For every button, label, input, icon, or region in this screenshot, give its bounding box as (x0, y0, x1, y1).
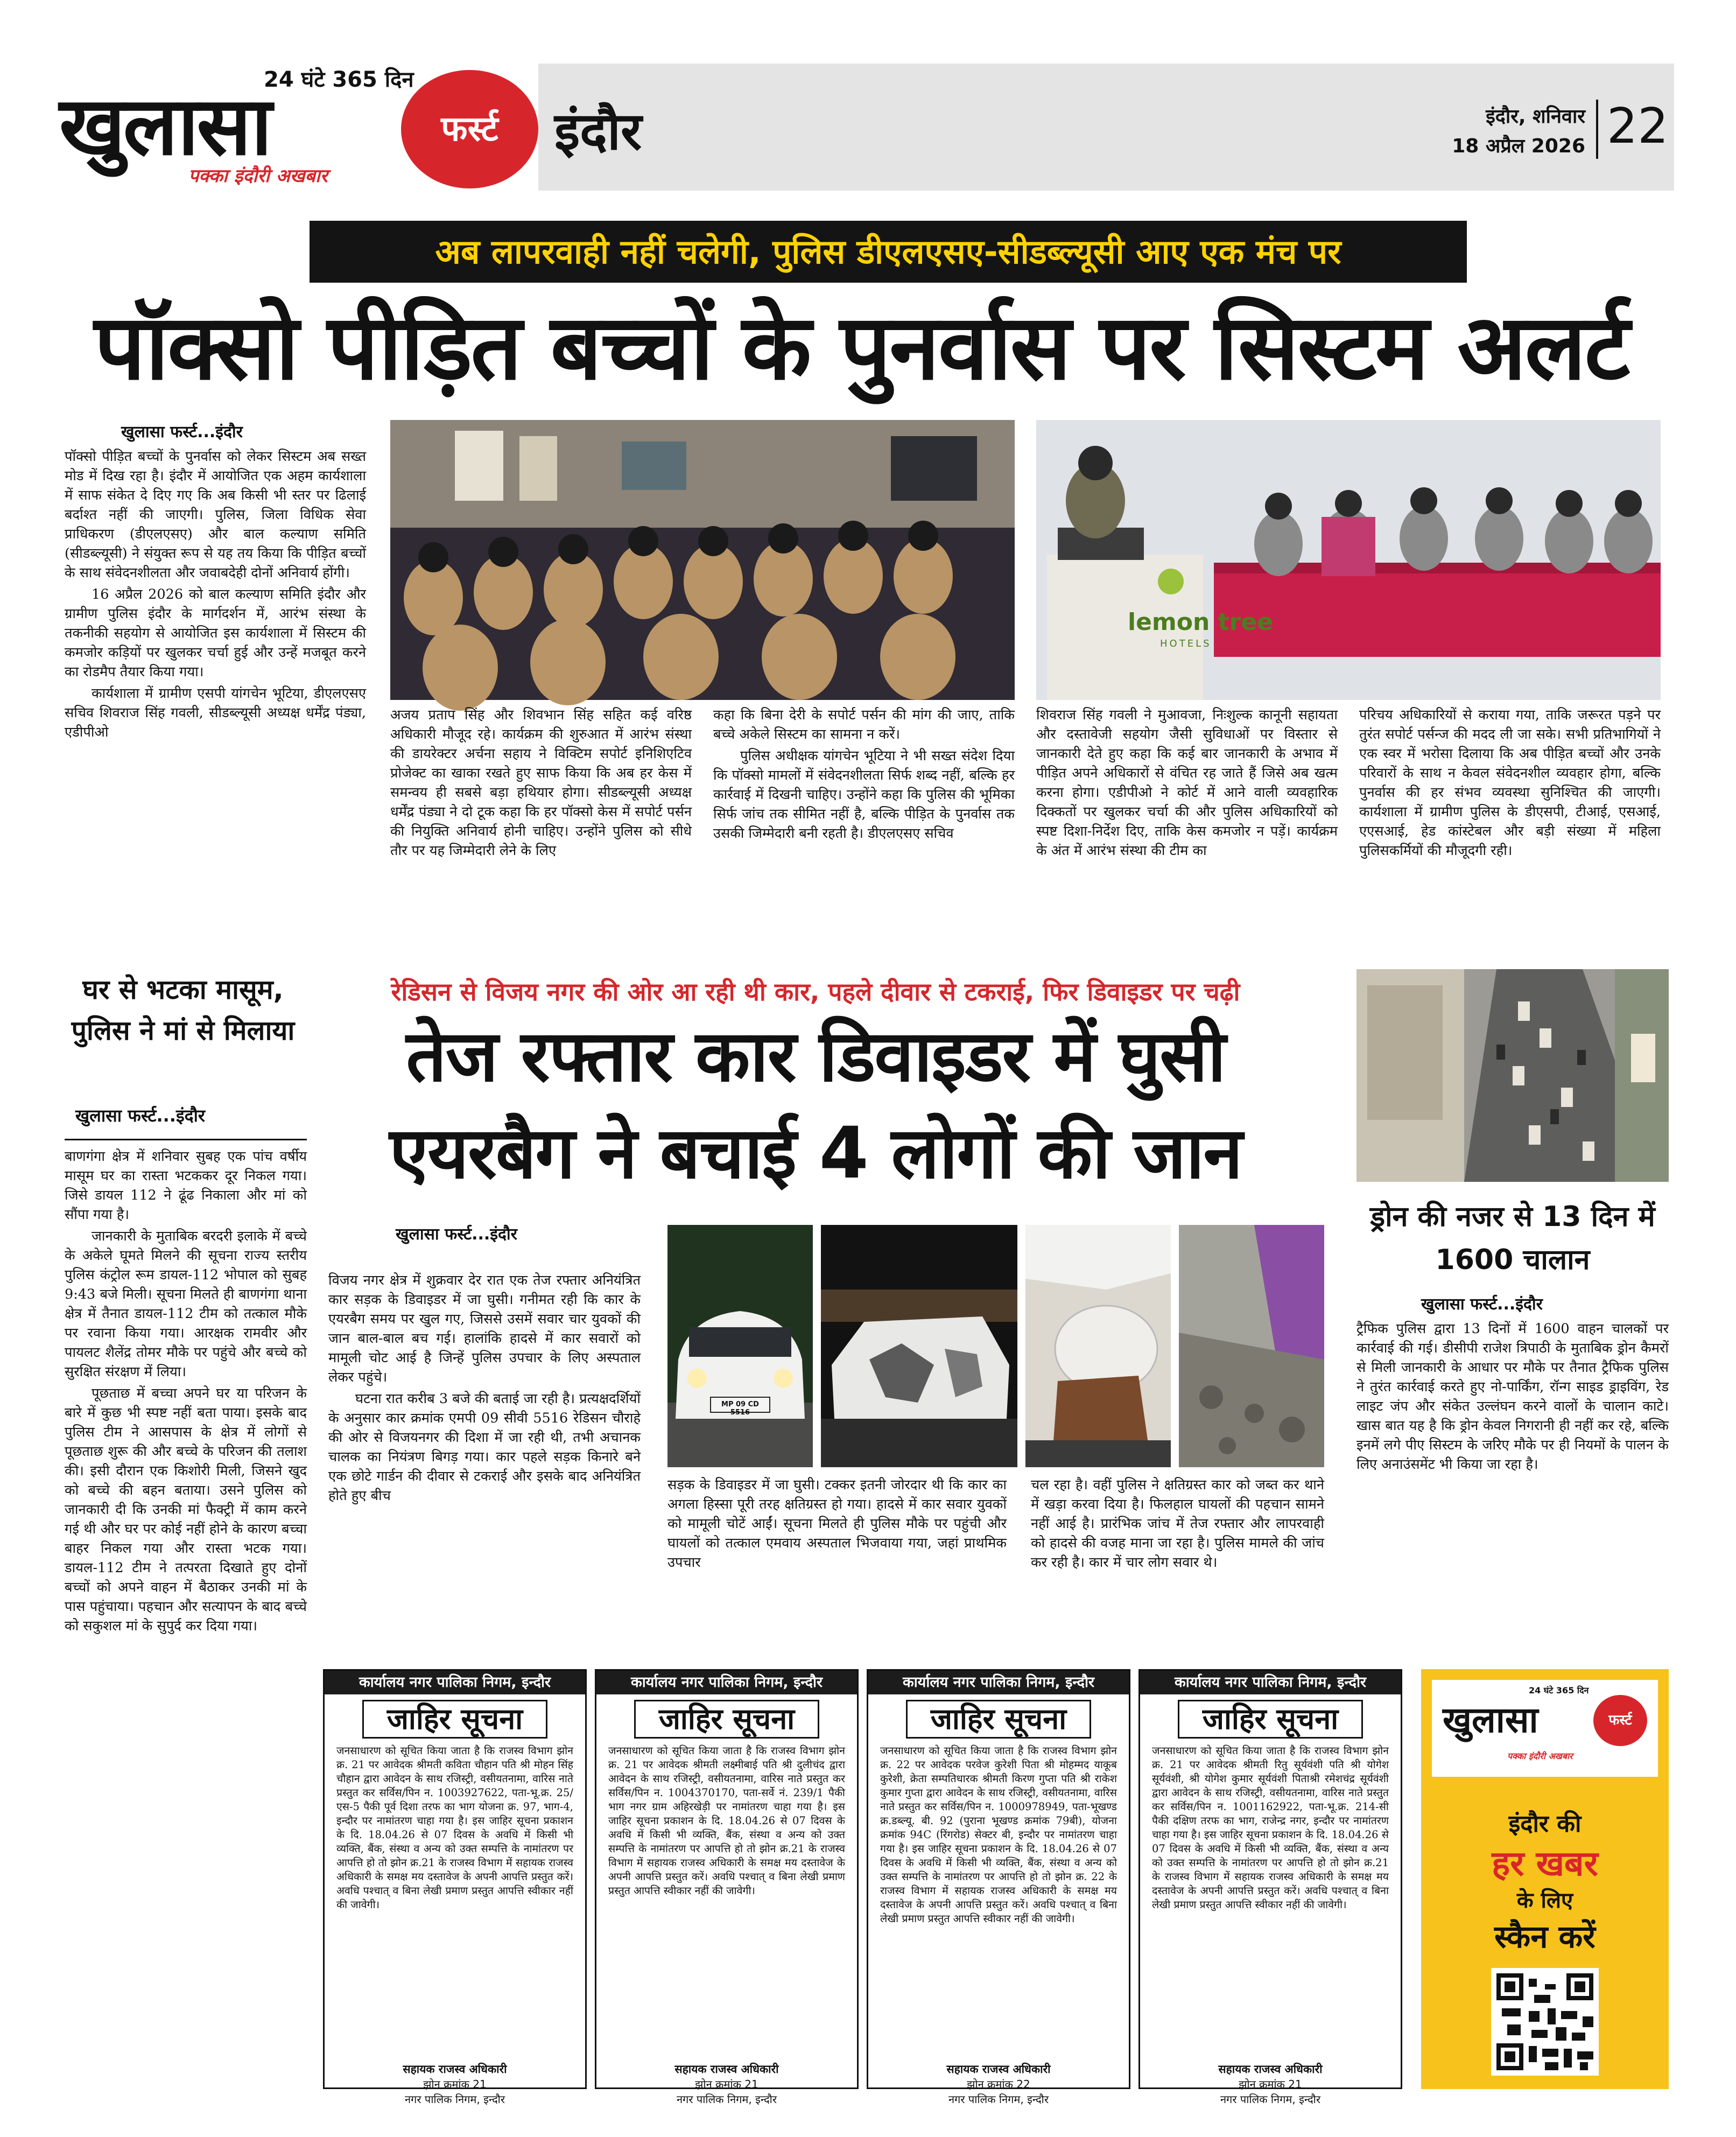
notice-2-heading: जाहिर सूचना (634, 1700, 819, 1739)
lead-col-5 (1359, 705, 1661, 958)
date-line1: इंदौर, शनिवार (1486, 106, 1585, 128)
notice-3-org: नगर पालिक निगम, इन्दौर (948, 2093, 1049, 2106)
notice-4-org: नगर पालिक निगम, इन्दौर (1220, 2093, 1321, 2106)
car-kicker: रेडिसन से विजय नगर की ओर आ रही थी कार, पहले दीवार से टकराई, फिर डिवाइडर पर चढ़ी (391, 977, 1240, 1006)
masthead-tagline: 24 घंटे 365 दिन (264, 67, 414, 92)
logo-badge-text: फर्स्ट (441, 109, 498, 149)
drone-headline: ड्रोन की नजर से 13 दिन में 1600 चालान (1370, 1201, 1655, 1276)
lead-col-2 (390, 705, 692, 958)
notice-4-office: कार्यालय नगर पालिका निगम, इन्दौर (1140, 1671, 1401, 1694)
lead-kicker (310, 221, 1467, 283)
left-story-p2: जानकारी के मुताबिक बरदरी इलाके में बच्चे के अकेले घूमते मिलने की सूचना राज्य स्तरीय पुलिस कंट्रोल रूम डायल-112 भोपाल को सुबह 9:43 बजे मिली। सूचना मिलते ही बाणगंगा थाना क्षेत्र में तैनात डायल-112 टीम को तत्काल मौके पर रवाना किया गया। आरक्षक रामवीर और पायलट शैलेंद्र तोमर मौके पर पहुंचे और बच्चे को सुरक्षित संरक्षण में लिया। (65, 1228, 307, 1380)
logo-sub: पक्का इंदौरी अखबार (188, 165, 328, 187)
promo-box (1421, 1669, 1669, 2089)
lead-col-4 (1036, 705, 1338, 958)
car-damage-illustration (821, 1225, 1017, 1467)
lemon-tree-sign-sub: HOTELS (1160, 638, 1212, 649)
lead-col2-p1: अजय प्रताप सिंह और शिवभान सिंह सहित कई वरिष्ठ अधिकारी मौजूद रहे। कार्यक्रम की शुरुआत में आरंभ संस्था की डायरेक्टर अर्चना सहाय ने विक्टिम सपोर्ट इनिशिएटिव प्रोजेक्ट का खाका रखते हुए साफ किया कि अब हर केस में समन्वय ही सबसे बड़ा हथियार होगा। सीडब्ल्यूसी अध्यक्ष धर्मेंद्र पंड्या ने दो टूक कहा कि हर पॉक्सो केस में सपोर्ट पर्सन की नियुक्ति अनिवार्य होनी चाहिए। उन्होंने पुलिस को सीधे तौर पर यह जिम्मेदारी लेने के लिए (390, 707, 692, 859)
notice-4-heading: जाहिर सूचना (1178, 1700, 1363, 1739)
lead-col-1 (65, 447, 366, 958)
promo-line4: स्कैन करें (1494, 1918, 1596, 1955)
workshop-audience-illustration (390, 420, 1015, 700)
lead-col3-p1: कहा कि बिना देरी के सपोर्ट पर्सन की मांग की जाए, ताकि बच्चे अकेले सिस्टम का सामना न करें। (713, 707, 1015, 742)
lead-col4-p1: शिवराज सिंह गवली ने मुआवजा, निःशुल्क कानूनी सहायता और दस्तावेजी सहयोग जैसी सुविधाओं पर विस्तार से जानकारी देते हुए कहा कि कई बार जानकारी के अभाव में पीड़ित अपने अधिकारों से वंचित रह जाते हैं जिसे अब खत्म करना होगा। एडीपीओ ने कोर्ट में आने वाली व्यवहारिक दिक्कतों पर खुलकर चर्चा की और पुलिस अधिकारियों को स्पष्ट दिशा-निर्देश दिए, ताकि केस कमजोर न पड़ें। कार्यक्रम के अंत में आरंभ संस्था की टीम का (1036, 707, 1338, 859)
divider-wall-photo (1179, 1225, 1324, 1467)
car-plate-text: MP 09 CD 5516 (721, 1400, 759, 1417)
workshop-stage-photo (1036, 420, 1661, 700)
notice-3-office: कार्यालय नगर पालिका निगम, इन्दौर (868, 1671, 1129, 1694)
car-damage-photo (821, 1225, 1017, 1467)
car-headline-line2: एयरबैग ने बचाई 4 लोगों की जान (389, 1112, 1242, 1195)
car-headline-line1: तेज रफ्तार कार डिवाइडर में घुसी (406, 1015, 1225, 1098)
lead-kicker-text: अब लापरवाही नहीं चलेगी, पुलिस डीएलएसए-सीडब्ल्यूसी आए एक मंच पर (435, 232, 1341, 271)
notice-1-org: नगर पालिक निगम, इन्दौर (404, 2093, 505, 2106)
lead-col3-p2: पुलिस अधीक्षक यांगचेन भूटिया ने भी सख्त संदेश दिया कि पॉक्सो मामलों में संवेदनशीलता सिर्फ शब्द नहीं, बल्कि हर कार्रवाई में दिखनी चाहिए। उन्होंने कहा कि पुलिस की भूमिका सिर्फ जांच तक सीमित नहीं है, बल्कि पीड़ित के पुनर्वास तक उसकी जिम्मेदारी बनी रहती है। डीएलएसए सचिव (713, 748, 1015, 842)
left-story-byline: खुलासा फर्स्ट...इंदौर (75, 1105, 206, 1126)
notice-1-sig: सहायक राजस्व अधिकारी (403, 2063, 507, 2076)
left-story-body (65, 1147, 307, 1987)
promo-logo-main: खुलासा (1443, 1699, 1538, 1741)
lemon-tree-sign: lemon tree (1128, 608, 1274, 636)
notice-3-heading: जाहिर सूचना (906, 1700, 1091, 1739)
notice-4-text: जनसाधारण को सूचित किया जाता है कि राजस्व विभाग झोन क्र. 21 पर आवेदक श्रीमती रितु सूर्यवंशी पति श्री योगेश सूर्यवंशी, श्री योगेश कुमार सूर्यवंशी पिताश्री रमेशचंद्र सूर्यवंशी द्वारा आवेदन के साथ रजिस्ट्री, वसीयतनामा, वारिस नाते प्रस्तुत कर सर्विस/पिन न. 1001162922, पता-भू.क्र. 214-सी पैकी दक्षिण तरफ का भाग, राजेन्द्र नगर, इन्दौर पर नामांतरण चाहा गया है। इस जाहिर सूचना प्रकाशन के दि. 18.04.26 से 07 दिवस के अवधि में किसी भी व्यक्ति, बैंक, संस्था व अन्य को उक्त सम्पत्ति के नामांतरण पर आपत्ति हो तो झोन क्र.21 के राजस्व विभाग में सहायक राजस्व अधिकारी के समक्ष मय दस्तावेज के अपनी आपत्ति प्रस्तुत करें। अवधि पश्चात् व बिना लेखी प्रमाण प्रस्तुत आपत्ति स्वीकार नहीं की जावेगी। (1152, 1744, 1389, 1911)
lead-col1-p1: पॉक्सो पीड़ित बच्चों के पुनर्वास को लेकर सिस्टम अब सख्त मोड में दिख रहा है। इंदौर में आयोजित एक अहम कार्यशाला में साफ संकेत दे दिए गए कि अब किसी भी स्तर पर ढिलाई बर्दाश्त नहीं की जाएगी। पुलिस, जिला विधिक सेवा प्राधिकरण (डीएलएसए) और बाल कल्याण समिति (सीडब्ल्यूसी) ने संयुक्त रूप से यह तय किया कि पीड़ित बच्चों के साथ संवेदनशीलता और जवाबदेही दोनों अनिवार्य होंगी। (65, 449, 366, 581)
promo-logo-panel (1432, 1680, 1658, 1777)
drone-body (1357, 1319, 1669, 1631)
car-col2-p1: सड़क के डिवाइडर में जा घुसी। टक्कर इतनी जोरदार थी कि कार का अगला हिस्सा पूरी तरह क्षतिग्रस्त हो गया। हादसे में कार सवार युवकों को मामूली चोटें आईं। सूचना मिलते ही पुलिस मौके पर पहुंची और घायलों को तत्काल एमवाय अस्पताल भिजवाया गया, जहां प्राथमिक उपचार (667, 1477, 1007, 1571)
car-col-2 (667, 1475, 1007, 1631)
airbag-interior-photo (1025, 1225, 1171, 1467)
lead-headline: पॉक्सो पीड़ित बच्चों के पुनर्वास पर सिस्टम अलर्ट (94, 295, 1629, 400)
workshop-audience-photo (390, 420, 1015, 700)
drone-traffic-illustration (1357, 969, 1669, 1182)
drone-traffic-photo (1357, 969, 1669, 1182)
car-col1-p1: विजय नगर क्षेत्र में शुक्रवार देर रात एक तेज रफ्तार अनियंत्रित कार सड़क के डिवाइडर में जा घुसी। गनीमत रही कि कार के एयरबैग समय पर खुल गए, जिससे उसमें सवार चार युवकों की जान बाल-बाल बच गई। हालांकि हादसे में कार सवारों को मामूली चोट आई है जिन्हें पुलिस उपचार के लिए अस्पताल लेकर पहुंचे। (328, 1272, 641, 1385)
lead-col1-p3: कार्यशाला में ग्रामीण एसपी यांगचेन भूटिया, डीएलएसए सचिव शिवराज सिंह गवली, सीडब्ल्यूसी अध्यक्ष धर्मेंद्र पंड्या, एडीपीओ (65, 685, 366, 740)
car-byline: खुलासा फर्स्ट...इंदौर (396, 1225, 517, 1244)
public-notice-3 (867, 1669, 1130, 2106)
lead-col1-p2: 16 अप्रैल 2026 को बाल कल्याण समिति इंदौर और ग्रामीण पुलिस इंदौर के मार्गदर्शन में, आरंभ संस्था के तकनीकी सहयोग से आयोजित इस कार्यशाला में सिस्टम की कमजोर कड़ियों पर खुलकर चर्चा हुई और उन्हें मजबूत करने का रोडमैप तैयार किया गया। (65, 586, 366, 680)
lead-byline: खुलासा फर्स्ट...इंदौर (121, 423, 243, 442)
qr-code-icon (1496, 1973, 1593, 2070)
edition-name: इंदौर (554, 101, 642, 162)
notice-2-org: नगर पालिक निगम, इन्दौर (676, 2093, 777, 2106)
car-col-3 (1031, 1475, 1324, 1631)
notice-3-zone: झोन क्रमांक 22 (967, 2078, 1030, 2091)
page-number: 22 (1607, 98, 1669, 155)
promo-line1: इंदौर की (1508, 1810, 1582, 1838)
promo-qr-code[interactable] (1491, 1968, 1599, 2076)
notice-2-sig: सहायक राजस्व अधिकारी (674, 2063, 779, 2076)
car-col-1 (328, 1271, 641, 1631)
promo-logo-badge-text: फर्स्ट (1608, 1712, 1632, 1728)
left-story-p1: बाणगंगा क्षेत्र में शनिवार सुबह एक पांच वर्षीय मासूम घर का रास्ता भटककर दूर निकल गया। जिसे डायल 112 ने ढूंढ निकाला और मां को सौंपा गया है। (65, 1148, 307, 1223)
left-story-p3: पूछताछ में बच्चा अपने घर या परिजन के बारे में कुछ भी स्पष्ट नहीं बता पाया। इसके बाद पुलिस टीम ने आसपास के क्षेत्र में लोगों से पूछताछ शुरू की और बच्चे के परिजन की तलाश की। इसी दौरान एक किशोरी मिली, जिसने खुद को बच्चे की बहन बताया। उसने पुलिस को जानकारी दी कि उनकी मां फैक्ट्री में काम करने गई थी और घर पर कोई नहीं होने के कारण बच्चा बाहर निकल गया और रास्ता भटक गया। डायल-112 टीम ने तत्परता दिखाते हुए दोनों बच्चों को अपने वाहन में बैठाकर उनकी मां के पास पहुंचाया। पहचान और सत्यापन के बाद बच्चे को सकुशल मां के सुपुर्द कर दिया गया। (65, 1385, 307, 1634)
promo-logo-sub: पक्का इंदौरी अखबार (1507, 1751, 1573, 1761)
masthead (0, 0, 1736, 194)
car-front-photo (667, 1225, 813, 1467)
divider-wall-illustration (1179, 1225, 1324, 1467)
drone-p1: ट्रैफिक पुलिस द्वारा 13 दिनों में 1600 वाहन चालकों पर कार्रवाई की गई। डीसीपी राजेश त्रिपाठी के मुताबिक ड्रोन कैमरों से मिली जानकारी के आधार पर मौके पर तैनात ट्रैफिक पुलिस ने तुरंत कार्रवाई करते हुए नो-पार्किंग, रॉन्ग साइड ड्राइविंग, रेड लाइट जंप और संकेत उल्लंघन करने वालों के चालान काटे। खास बात यह है कि ड्रोन केवल निगरानी ही नहीं कर रहे, बल्कि इनमें लगे पीए सिस्टम के जरिए मौके पर ही नियमों के पालन के लिए अनाउंसमेंट भी किया जा रहा है। (1357, 1321, 1669, 1473)
car-col1-p2: घटना रात करीब 3 बजे की बताई जा रही है। प्रत्यक्षदर्शियों के अनुसार कार क्रमांक एमपी 09 सीवी 5516 रेडिसन चौराहे की ओर से विजयनगर की दिशा में जा रही थी, तभी अचानक चालक का नियंत्रण बिगड़ गया। कार पहले सड़क किनारे बने एक छोटे गार्डन की दीवार से टकराई और इसके बाद अनियंत्रित होते हुए बीच (328, 1391, 641, 1504)
logo-badge (401, 70, 538, 188)
left-story-rule (65, 1139, 307, 1140)
notice-3-text: जनसाधारण को सूचित किया जाता है कि राजस्व विभाग झोन क्र. 22 पर आवेदक परवेज कुरेशी पिता श्री मोहम्मद याकूब कुरेशी, क्रेता सम्पतिधारक श्रीमती किरण गुप्ता पति श्री राकेश कुमार गुप्ता द्वारा आवेदन के साथ रजिस्ट्री, वसीयतनामा, वारिस नाते प्रस्तुत कर सर्विस/पिन न. 1000978949, पता-भूखण्ड क्र.डब्ल्यू. बी. 92 (पुराना भूखण्ड क्रमांक 79बी), योजना क्रमांक 94C (रिंगरोड) सेक्टर बी, इन्दौर पर नामांतरण चाहा गया है। इस जाहिर सूचना प्रकाशन के दि. 18.04.26 से 07 दिवस के अवधि में किसी भी व्यक्ति, बैंक, संस्था व अन्य को उक्त सम्पत्ति के नामांतरण पर आपत्ति हो तो झोन क्र. 22 के राजस्व विभाग में सहायक राजस्व अधिकारी के समक्ष मय दस्तावेज के अपनी आपत्ति प्रस्तुत करें। अवधि पश्चात् व बिना लेखी प्रमाण प्रस्तुत आपत्ति स्वीकार नहीं की जावेगी। (880, 1744, 1117, 1925)
car-col3-p1: चल रहा है। वहीं पुलिस ने क्षतिग्रस्त कार को जब्त कर थाने में खड़ा करवा दिया है। फिलहाल घायलों की पहचान सामने नहीं आई है। प्रारंभिक जांच में तेज रफ्तार और लापरवाही को हादसे की वजह माना जा रहा है। पुलिस मामले की जांच कर रही है। कार में चार लोग सवार थे। (1031, 1477, 1324, 1571)
notice-1-heading: जाहिर सूचना (362, 1700, 547, 1739)
notice-3-sig: सहायक राजस्व अधिकारी (946, 2063, 1051, 2076)
promo-line3: के लिए (1516, 1888, 1573, 1913)
notice-1-zone: झोन क्रमांक 21 (423, 2078, 487, 2091)
public-notice-2 (595, 1669, 859, 2106)
workshop-stage-illustration (1036, 420, 1661, 700)
promo-tagline: 24 घंटे 365 दिन (1529, 1685, 1589, 1695)
promo-line2: हर खबर (1492, 1844, 1598, 1884)
public-notice-4 (1138, 1669, 1402, 2106)
public-notice-1 (323, 1669, 587, 2106)
notice-2-office: कार्यालय नगर पालिका निगम, इन्दौर (596, 1671, 857, 1694)
promo-logo-badge (1593, 1695, 1647, 1746)
airbag-interior-illustration (1025, 1225, 1171, 1467)
notice-1-office: कार्यालय नगर पालिका निगम, इन्दौर (325, 1671, 585, 1694)
notice-2-zone: झोन क्रमांक 21 (695, 2078, 758, 2091)
notice-2-text: जनसाधारण को सूचित किया जाता है कि राजस्व विभाग झोन क्र. 21 पर आवेदक श्रीमती लक्ष्मीबाई पति श्री दुलीचंद द्वारा आवेदन के साथ रजिस्ट्री, वसीयतनामा, वारिस नाते प्रस्तुत कर सर्विस/पिन न. 1004370170, पता-सर्वे नं. 239/1 पैकी भाग नगर ग्राम अहिरखेड़ी पर नामांतरण चाहा गया है। इस जाहिर सूचना प्रकाशन के दि. 18.04.26 से 07 दिवस के अवधि में किसी भी व्यक्ति, बैंक, संस्था व अन्य को उक्त सम्पत्ति के नामांतरण पर आपत्ति हो तो झोन क्र.21 के राजस्व विभाग में सहायक राजस्व अधिकारी के समक्ष मय दस्तावेज के अपनी आपत्ति प्रस्तुत करें। अवधि पश्चात् व बिना लेखी प्रमाण प्रस्तुत आपत्ति स्वीकार नहीं की जावेगी। (608, 1744, 845, 1897)
car-front-illustration (667, 1225, 813, 1467)
lead-col5-p1: परिचय अधिकारियों से कराया गया, ताकि जरूरत पड़ने पर तुरंत सपोर्ट पर्सन्ज की मदद ली जा सके। सभी प्रतिभागियों ने एक स्वर में भरोसा दिलाया कि अब पीड़ित बच्चों और उनके परिवारों के साथ न केवल संवेदनशील व्यवहार होगा, बल्कि पुनर्वास की हर संभव व्यवस्था सुनिश्चित की जाएगी। कार्यशाला में ग्रामीण पुलिस के डीएसपी, टीआई, एसआई, एएसआई, हेड कांस्टेबल और बड़ी संख्या में महिला पुलिसकर्मियों की मौजूदगी रही। (1359, 707, 1661, 859)
notice-1-text: जनसाधारण को सूचित किया जाता है कि राजस्व विभाग झोन क्र. 21 पर आवेदक श्रीमती कविता चौहान पति श्री मोहन सिंह चौहान द्वारा आवेदन के साथ रजिस्ट्री, वसीयतनामा, वारिस नाते प्रस्तुत कर सर्विस/पिन न. 1003927622, पता-भू.क्र. 25/एस-5 पैकी पूर्व दिशा तरफ का भाग योजना क्र. 97, भाग-4, इन्दौर पर नामांतरण चाहा गया है। इस जाहिर सूचना प्रकाशन के दि. 18.04.26 से 07 दिवस के अवधि में किसी भी व्यक्ति, बैंक, संस्था व अन्य को उक्त सम्पत्ति के नामांतरण पर आपत्ति हो तो झोन क्र.21 के राजस्व विभाग में सहायक राजस्व अधिकारी के समक्ष मय दस्तावेज के अपनी आपत्ति प्रस्तुत करें। अवधि पश्चात् व बिना लेखी प्रमाण प्रस्तुत आपत्ति स्वीकार नहीं की जावेगी। (336, 1744, 573, 1911)
left-story-headline: घर से भटका मासूम, पुलिस ने मां से मिलाया (71, 974, 295, 1046)
date-divider (1596, 100, 1598, 159)
date-line2: 18 अप्रैल 2026 (1452, 135, 1585, 157)
notice-4-zone: झोन क्रमांक 21 (1239, 2078, 1302, 2091)
logo-main: खुलासा (59, 80, 270, 173)
drone-byline: खुलासा फर्स्ट...इंदौर (1421, 1295, 1543, 1314)
lead-col-3 (713, 705, 1015, 958)
notice-4-sig: सहायक राजस्व अधिकारी (1218, 2063, 1323, 2076)
